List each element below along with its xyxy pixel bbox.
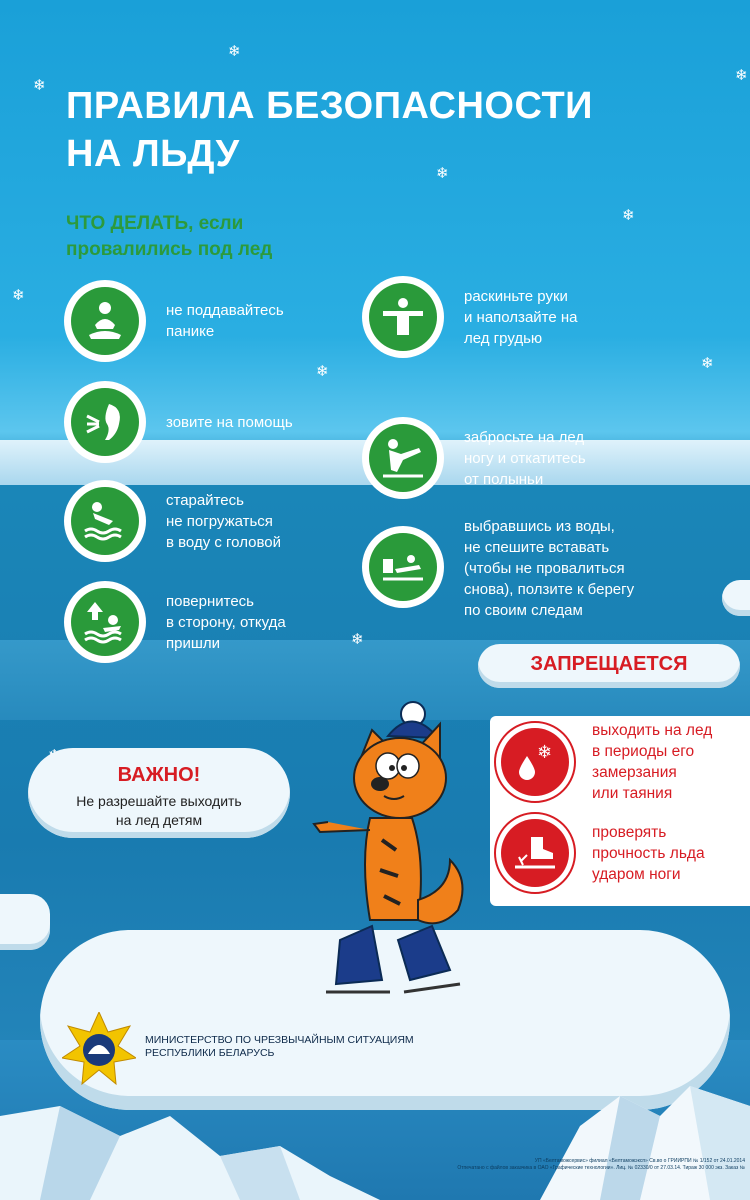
stomping-boot-icon	[513, 831, 557, 875]
important-title: ВАЖНО!	[117, 764, 201, 786]
tip-icon-ring	[64, 480, 146, 562]
snowflake-drop-icon	[513, 740, 557, 784]
page-title	[66, 82, 593, 178]
snowflake-icon: ❄	[351, 631, 364, 648]
forbidden-text: проверять прочность льда ударом ноги	[592, 823, 705, 883]
tip-item	[64, 381, 293, 463]
swimmer-head-up-icon	[83, 499, 127, 543]
tip-text: выбравшись из воды, не спешите вставать (чтобы не провалиться снова), ползите к берегу по своим следам	[464, 518, 635, 619]
subtitle-line: провалились под лед	[66, 239, 273, 260]
tip-icon-ring	[362, 526, 444, 608]
snowflake-icon: ❄	[436, 165, 449, 182]
tip-icon-ring	[64, 581, 146, 663]
tip-icon-ring	[64, 381, 146, 463]
snowflake-icon: ❄	[622, 207, 635, 224]
tip-item	[64, 280, 284, 362]
svg-text:❄: ❄	[537, 742, 553, 763]
shouting-person-icon	[83, 400, 127, 444]
snowflake-icon: ❄	[735, 67, 748, 84]
cat-on-skates-illustration	[300, 700, 480, 1000]
tip-item	[64, 581, 286, 663]
ministry-name: МИНИСТЕРСТВО ПО ЧРЕЗВЫЧАЙНЫМ СИТУАЦИЯМ РЕСПУБЛИКИ БЕЛАРУСЬ	[145, 1034, 414, 1059]
arms-spread-person-icon	[381, 295, 425, 339]
forbidden-icon-ring	[494, 812, 576, 894]
tip-text: не поддавайтесь панике	[166, 302, 284, 340]
tip-icon-ring	[362, 276, 444, 358]
tip-icon-ring	[362, 417, 444, 499]
important-text: Не разрешайте выходить на лед детям	[76, 793, 242, 828]
forbidden-icon-ring	[494, 721, 576, 803]
tip-text: зовите на помощь	[166, 413, 293, 431]
bottom-icebergs	[0, 1086, 750, 1200]
forbidden-text: выходить на лед в периоды его замерзания или таяния	[592, 722, 713, 802]
tip-text: раскиньте руки и наползайте на лед грудью	[464, 287, 578, 347]
meditating-person-icon	[83, 299, 127, 343]
side-ice-floe	[722, 580, 750, 616]
tip-item	[64, 480, 281, 562]
tip-item	[362, 417, 586, 499]
leg-on-ice-icon	[381, 436, 425, 480]
tip-item	[362, 516, 634, 621]
title-line: НА ЛЬДУ	[66, 133, 240, 175]
forbidden-title: ЗАПРЕЩАЕТСЯ	[530, 653, 688, 675]
print-footnote: УП «Белтаможсервис» филиал «Белтаможэксп» Св.во о ГРИИРПИ № 1/152 от 24.01.2014 Отпечатано с файлов заказчика в ОАО «Графические технологии». Лиц. № 02330/0 от 27.03.14. Тираж 30 000 экз. Заказ №	[457, 1158, 745, 1171]
section-subtitle	[66, 211, 272, 263]
tip-text: повернитесь в сторону, откуда пришли	[166, 592, 286, 652]
snowflake-icon: ❄	[12, 287, 25, 304]
snowflake-icon: ❄	[33, 77, 46, 94]
ministry-emblem	[62, 1012, 136, 1086]
tip-text: забросьте на лед ногу и откатитесь от полыньи	[464, 428, 586, 488]
snowflake-icon: ❄	[701, 355, 714, 372]
tip-text: старайтесь не погружаться в воду с головой	[166, 491, 281, 551]
tip-icon-ring	[64, 280, 146, 362]
side-ice-floe	[0, 894, 50, 950]
title-line: ПРАВИЛА БЕЗОПАСНОСТИ	[66, 85, 593, 127]
subtitle-line: ЧТО ДЕЛАТЬ, если	[66, 213, 244, 234]
forbidden-item	[494, 812, 705, 894]
turn-back-swimmer-icon	[83, 600, 127, 644]
snowflake-icon: ❄	[228, 43, 241, 60]
snowflake-icon: ❄	[316, 363, 329, 380]
tip-item	[362, 276, 578, 358]
crawl-to-shore-icon	[381, 545, 425, 589]
forbidden-item	[494, 720, 712, 804]
